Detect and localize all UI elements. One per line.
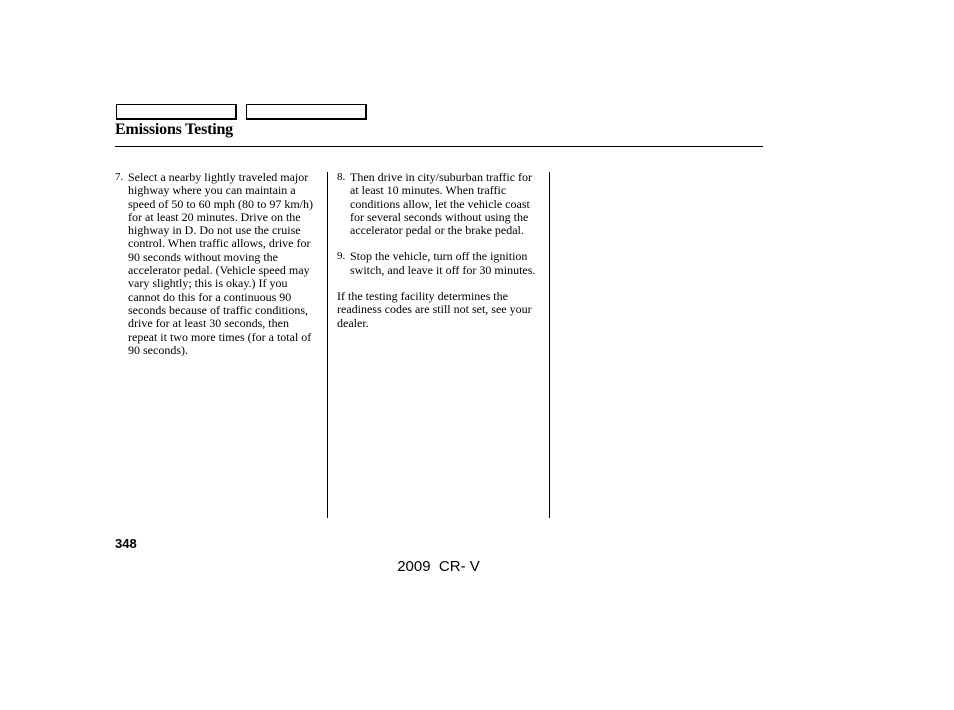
text-column-1 xyxy=(115,171,320,357)
nav-tab-next[interactable] xyxy=(246,104,367,120)
step-number: 9. xyxy=(337,250,346,263)
nav-tab-previous[interactable] xyxy=(116,104,237,120)
step-number: 8. xyxy=(337,171,346,183)
text-column-2 xyxy=(337,171,542,330)
step-item xyxy=(337,171,542,237)
page-number: 348 xyxy=(115,536,137,551)
title-divider xyxy=(115,146,763,147)
step-text: Select a nearby lightly traveled major highway where you can maintain a speed of 50 to 60 mph (80 to 97 km/h) for at least 20 minutes. Drive on the highway in D. Do not use the cruise control. When traffic allows, drive for 90 seconds without moving the accelerator pedal. (Vehicle speed may vary slightly; this is okay.) If you cannot do this for a continuous 90 seconds because of traffic conditions, drive for at least 30 seconds, then repeat it two more times (for a total of 90 seconds). xyxy=(128,170,313,357)
footer-model-label: 2009 CR- V xyxy=(397,558,480,575)
step-number: 7. xyxy=(115,171,124,183)
dealer-note: If the testing facility determines the readiness codes are still not set, see your dealer. xyxy=(337,289,532,330)
step-text: Then drive in city/suburban traffic for at least 10 minutes. When traffic conditions allow, let the vehicle coast for several seconds without using the accelerator pedal or the brake pedal. xyxy=(350,170,533,238)
section-title: Emissions Testing xyxy=(115,121,233,138)
column-divider xyxy=(549,172,550,518)
step-text: Stop the vehicle, turn off the ignition switch, and leave it off for 30 minutes. xyxy=(350,249,536,277)
column-divider xyxy=(327,172,328,518)
step-item xyxy=(337,250,542,277)
step-item xyxy=(115,171,320,357)
